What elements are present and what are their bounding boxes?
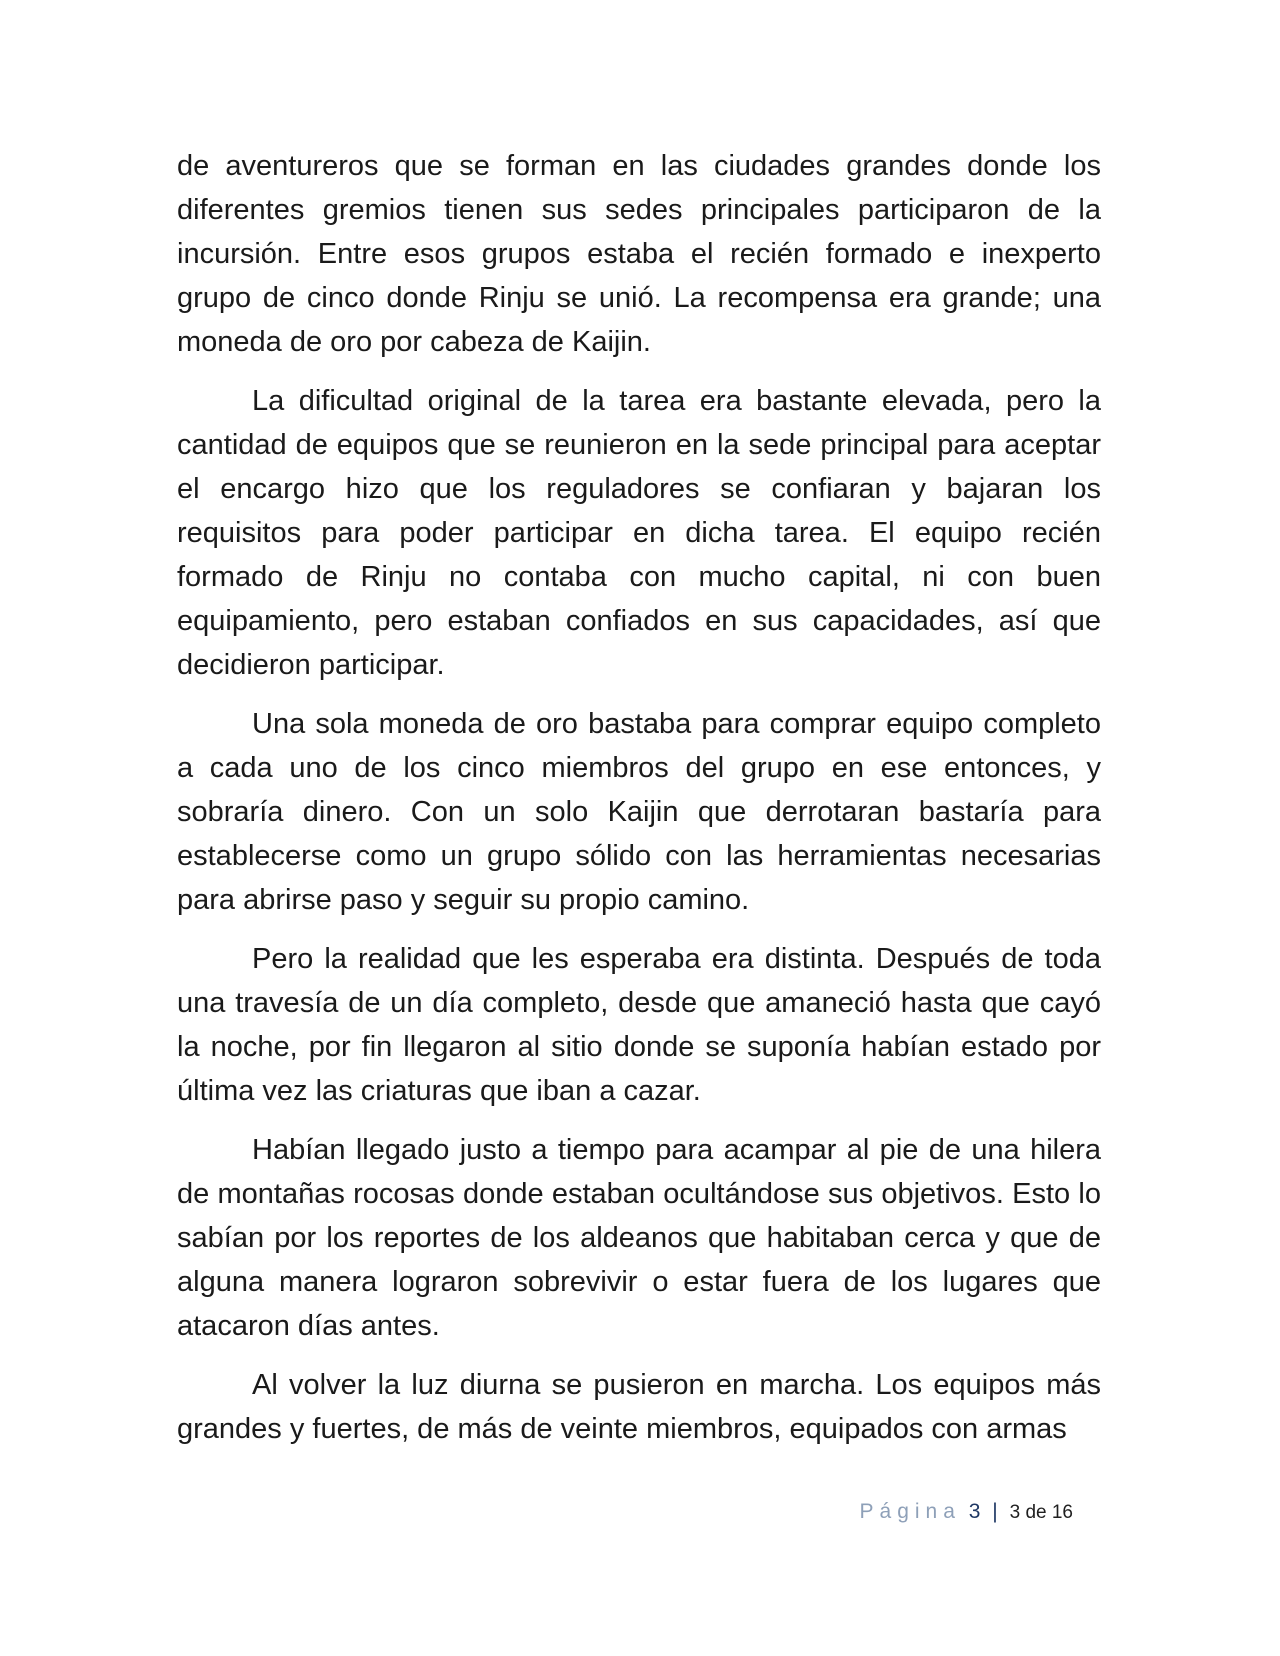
- page-of-total: 3 de 16: [1009, 1502, 1073, 1523]
- footer-separator: |: [992, 1500, 998, 1523]
- paragraph: Pero la realidad que les esperaba era distinta. Después de toda una travesía de un día completo, desde que amaneció hasta que cayó la noche, por fin llegaron al sitio donde se suponía habían estado por última vez las criaturas que iban a cazar.: [177, 943, 1101, 1107]
- page-footer: [860, 1500, 1073, 1524]
- paragraph: Habían llegado justo a tiempo para acampar al pie de una hilera de montañas rocosas donde estaban ocultándose sus objetivos. Esto lo sabían por los reportes de los aldeanos que habitaban cerca y que de alguna manera lograron sobrevivir o estar fuera de los lugares que atacaron días antes.: [177, 1134, 1101, 1342]
- paragraph: Al volver la luz diurna se pusieron en marcha. Los equipos más grandes y fuertes, de más de veinte miembros, equipados con armas: [177, 1369, 1101, 1445]
- page-label: Página: [859, 1500, 961, 1523]
- paragraph: Una sola moneda de oro bastaba para comprar equipo completo a cada uno de los cinco miembros del grupo en ese entonces, y sobraría dinero. Con un solo Kaijin que derrotaran bastaría para establecerse como un grupo sólido con las herramientas necesarias para abrirse paso y seguir su propio camino.: [177, 708, 1101, 916]
- body-text: [177, 144, 1101, 1466]
- paragraph: de aventureros que se forman en las ciudades grandes donde los diferentes gremios tienen sus sedes principales participaron de la incursión. Entre esos grupos estaba el recién formado e inexperto grupo de cinco donde Rinju se unió. La recompensa era grande; una moneda de oro por cabeza de Kaijin.: [177, 150, 1101, 358]
- page-number: 3: [968, 1500, 981, 1523]
- paragraph: La dificultad original de la tarea era bastante elevada, pero la cantidad de equipos que se reunieron en la sede principal para aceptar el encargo hizo que los reguladores se confiaran y bajaran los requisitos para poder participar en dicha tarea. El equipo recién formado de Rinju no contaba con mucho capital, ni con buen equipamiento, pero estaban confiados en sus capacidades, así que decidieron participar.: [177, 385, 1101, 681]
